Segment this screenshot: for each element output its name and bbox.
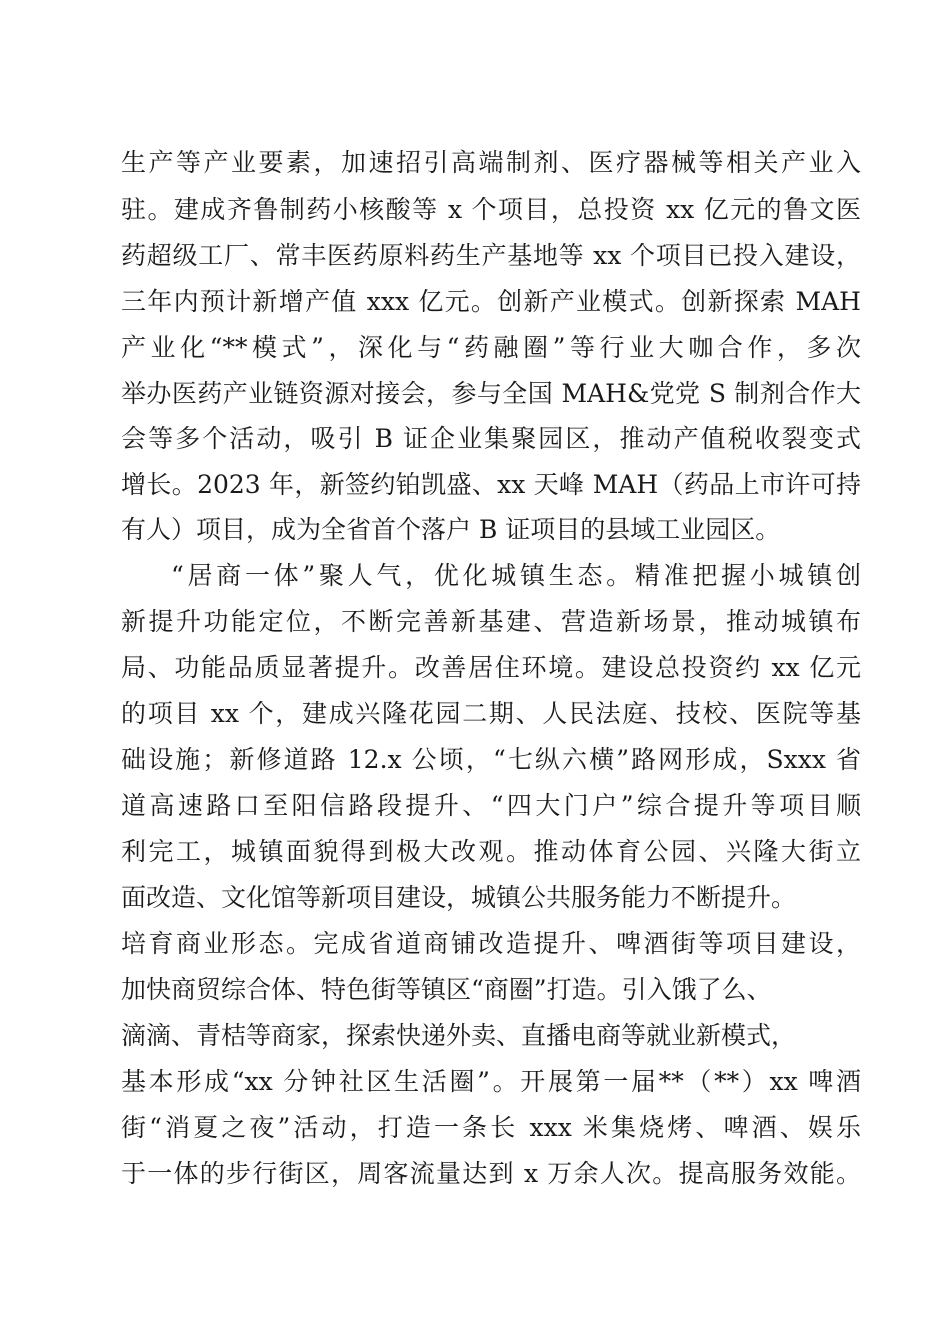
text-line: 三年内预计新增产值 xxx 亿元。创新产业模式。创新探索 MAH — [121, 287, 861, 316]
text-line: 加快商贸综合体、特色街等镇区“商圈”打造。引入饿了么、 — [121, 975, 772, 1004]
text-line: 产业化“**模式”，深化与“药融圈”等行业大咖合作，多次 — [121, 333, 861, 362]
text-line: 的项目 xx 个，建成兴隆花园二期、人民法庭、技校、医院等基 — [121, 699, 861, 728]
text-line: 基本形成“xx 分钟社区生活圈”。开展第一届**（**）xx 啤酒 — [121, 1067, 861, 1096]
text-line: 生产等产业要素，加速招引高端制剂、医疗器械等相关产业入 — [121, 148, 861, 177]
text-line: 会等多个活动，吸引 B 证企业集聚园区，推动产值税收裂变式 — [121, 424, 861, 453]
text-line: 举办医药产业链资源对接会，参与全国 MAH&党党 S 制剂合作大 — [121, 379, 861, 408]
text-line: 新提升功能定位，不断完善新基建、营造新场景，推动城镇布 — [121, 607, 861, 636]
text-line: 滴滴、青桔等商家，探索快递外卖、直播电商等就业新模式， — [121, 1021, 797, 1050]
text-line: 础设施；新修道路 12.x 公顷，“七纵六横”路网形成，Sxxx 省 — [121, 745, 861, 774]
text-line: 有人）项目，成为全省首个落户 B 证项目的县域工业园区。 — [121, 515, 781, 544]
text-line: 于一体的步行街区，周客流量达到 x 万余人次。提高服务效能。 — [121, 1159, 861, 1188]
text-line: 道高速路口至阳信路段提升、“四大门户”综合提升等项目顺 — [121, 791, 861, 820]
text-line: 培育商业形态。完成省道商铺改造提升、啤酒街等项目建设， — [121, 929, 861, 958]
text-line: 驻。建成齐鲁制药小核酸等 x 个项目，总投资 xx 亿元的鲁文医 — [121, 195, 861, 224]
text-line: 面改造、文化馆等新项目建设，城镇公共服务能力不断提升。 — [121, 883, 797, 912]
text-line: 药超级工厂、常丰医药原料药生产基地等 xx 个项目已投入建设， — [121, 241, 861, 270]
text-line: 街“消夏之夜”活动，打造一条长 xxx 米集烧烤、啤酒、娱乐 — [121, 1113, 861, 1142]
text-line: 增长。2023 年，新签约铂凯盛、xx 天峰 MAH（药品上市许可持 — [121, 470, 861, 499]
text-line: “居商一体”聚人气，优化城镇生态。精准把握小城镇创 — [171, 561, 861, 590]
text-line: 利完工，城镇面貌得到极大改观。推动体育公园、兴隆大街立 — [121, 837, 861, 866]
text-line: 局、功能品质显著提升。改善居住环境。建设总投资约 xx 亿元 — [121, 653, 861, 682]
